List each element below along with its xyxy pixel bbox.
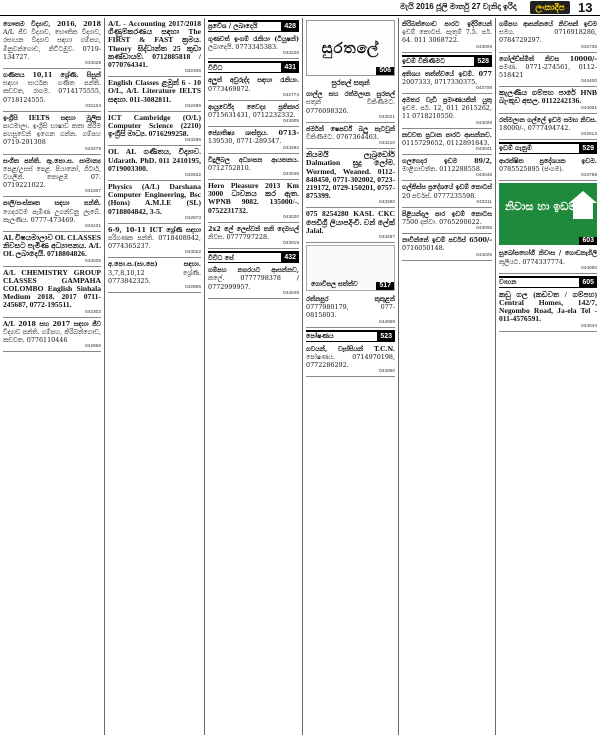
classified-ad: පාලි/සංස්කෘත සඳහා පන්ති. ගෙදරටම පැමිණ උගන්වනු ලැබේ. කැලණිය. 0777-473469. 043101 bbox=[3, 197, 101, 232]
classified-ad: ගවයන්, වැස්සියන් T.C.N. පෝෂණය. 0714970198, 0772286292. 044050 bbox=[306, 343, 395, 378]
classified-ad: කඩවත ප්‍රධාන පාරට ආසන්නව. 0115729652, 0112891843. 043041 bbox=[402, 129, 492, 155]
section-header-428: ප්‍රවේශ / ලබාදෙයි 428 bbox=[208, 20, 299, 32]
classified-ad: නාවින්නේ ඉඩම් පර්චස් 6500/- 0716050148. 044025 bbox=[402, 234, 492, 260]
issue-date: මැයි 2016 ජූලි මාර්තු 27 වැනිදා ඉරිදා bbox=[400, 2, 517, 11]
pets-banner-title: සුරතලේ bbox=[321, 38, 380, 57]
classified-ad: ICT Cambridge (O/L) Computer Science (2210) ඉංග්‍රීසි මාධ්‍ය. 0716299258. 043286 bbox=[108, 112, 201, 147]
classified-ad: සුඛෝපභෝගී නිවාස / ගොඩනැගිලි කුලියට. 0774337774. 044060 bbox=[499, 247, 597, 273]
classified-ad: ජර්මන් ෂෙපර්ඩ් බලු පැටවුන් විකිණීමට. 0767364463. 043210 bbox=[306, 123, 395, 149]
classified-ad: 6-9, 10-11 ICT ශ්‍රේණි සඳහා පරිගණක පන්ති. 0718408942, 0774365237. 043022 bbox=[108, 224, 201, 259]
classified-ad: ජ්‍යොතිෂ්‍ය ශාස්ත්‍රය. 0713-139530, 0771-289347. 043282 bbox=[208, 127, 299, 153]
classified-ad: A/L CHEMISTRY GROUP CLASSES GAMPAHA COLOMBO English Sinhala Medium 2018. 2017 0711-245687, 0772-195511. 043303 bbox=[3, 267, 101, 318]
section-header-431: විවිධ 431 bbox=[208, 61, 299, 73]
classified-ad: ආයුර්වේද වෛද්‍ය ප්‍රතිකාර 0715631431, 0712232332. 043005 bbox=[208, 101, 299, 127]
housing-banner: නිවාස හා ඉඩම් 603 bbox=[499, 183, 597, 245]
classified-ad: OL AL ගණිතය, විද්‍යාව. Udarath. PhD. 011 2410195, 0719003300. 042632 bbox=[108, 146, 201, 181]
classified-ad: AL විෂයමාලාව OL CLASSES නිවසට පැමිණ අධ්‍යාපනය. A/L OL ලබාදෙයි. 0718804826. 043026 bbox=[3, 232, 101, 267]
section-header-529: ඉඩම් ගැනුම් 529 bbox=[499, 142, 597, 154]
livestock-picture: ගොවිපල සත්ත්ව 517 bbox=[306, 245, 395, 291]
classified-ad: ගුණවත් ඉංගම් රැකියා (ටියුෂන්) ලබාදෙයි. 0773345383. 043226 bbox=[208, 33, 299, 59]
classified-ad: රත්නපුර කුකුළන් 0777980179, 077-0815803. 044059 bbox=[306, 293, 395, 328]
classified-ad: ගම්පහ නගරයට ආසන්නව, කලේ. 0777798378 / 0772999957. 044049 bbox=[208, 264, 299, 299]
classified-ad: Physics (A/L) Darshana Computer Engineering, Bsc (Hons) A.M.I.E (SL) 0718804842, 3-5. 042973 bbox=[108, 181, 201, 224]
section-header-432: විවිධ සේ 432 bbox=[208, 251, 299, 263]
classified-ad: ගාල්ල සහ රත්මලාන සුරතල් සතුන් විකිණීමට. 0776098326. 043021 bbox=[306, 88, 395, 123]
column-4 bbox=[302, 18, 398, 735]
pets-banner: සුරතලේ 506 bbox=[306, 20, 395, 76]
newspaper-logo: ලංකාදීප bbox=[530, 1, 570, 14]
page-number: 13 bbox=[578, 0, 593, 15]
classified-ad: ගම්පහ ආසන්නයේ නිවසක් ඉඩම සමග. 0716918286, 0784729297. 042735 bbox=[499, 18, 597, 53]
classified-ad: 075 8254280 KASL CKC පෙඩිග්‍රී ලියාපදිංචි. වන් ලේක් Jalal. 043297 bbox=[306, 208, 395, 243]
classified-ad: English Classes ළමුන් 6 - 10 O/L, A/L Literature IELTS සඳහා. 011-3082811. 042286 bbox=[108, 77, 201, 112]
section-header-605: වාහන 605 bbox=[499, 276, 597, 288]
classified-ad: කිරිබත්ගොඩ පාරට ඉදිරියෙන් ඉඩම් කොටස්. පැතුම් 7.5. පර්. 64. 011 3068722. 043009 bbox=[402, 18, 492, 53]
classified-ad: ගණිතය 10,11 ශ්‍රේණි. සිසුන් සඳහා සාර්ථක ගණිත පන්ති. කඩවත, රාගම. 0714175555, 0718124555. 031104 bbox=[3, 69, 101, 112]
classified-ad: 2x2 ලේ ලෙස්වන් තනි දෙමහල් නිවස. 0777797228. 043019 bbox=[208, 223, 299, 249]
classified-ad: ගෝල්ඩ්ස්මිත් නිවස 10000/- පමණ. 0771-274561, 0112-518421 044400 bbox=[499, 53, 597, 88]
column-1 bbox=[0, 18, 104, 735]
housing-banner-title: නිවාස හා ඉඩම් bbox=[505, 200, 577, 214]
classified-ad: සංගීත පන්ති. ඇ.පො.ස. සාමාන්‍ය පෙළ/උසස් පෙළ. පියානෝ, ගිටාර්, වයලීන්. කොළඹ 07. 0719221022. 041807 bbox=[3, 155, 101, 198]
classified-ad: කැලණිය ගම්පහ පාරේ HNB බැංකුව අසල. 0112242136. 044001 bbox=[499, 87, 597, 113]
page-header bbox=[0, 0, 600, 16]
classified-ad: A/L - Accounting 2017/2018 ගිණුම්කරණය සඳහා The FIRST & FAST ක්‍රමය. Theory සිද්ධාන්ත 25 කුඩා කණ්ඩායම්. 0712885818 / 0770764341. 032406 bbox=[108, 18, 201, 77]
classified-ad: ගෞතම විද්‍යාව, 2016, 2018 A/L ජීව විද්‍යාව, භෞතික විද්‍යාව, රසායන විද්‍යාව සඳහා ගම්පහ, මිනුවන්ගොඩ, නිට්ටඹුව. 0719-134727. 043029 bbox=[3, 18, 101, 69]
section-header-528: ඉඩම් විකිණීමට 528 bbox=[402, 55, 492, 67]
classified-ad: කඩු ගල (කඩවත / ගම්පහ) Central Homes, 142/7, Negombo Road, Ja-ela Tel - 011-4576591. 044044 bbox=[499, 289, 597, 332]
classified-ad: අතිශය තත්ත්වයේ ඉඩම්. 077 2007333, 0717330375. 043708 bbox=[402, 68, 492, 94]
classified-ad: ආරක්ෂිත ප්‍රදේශයක ඉඩම. 0785525895 (ජංගම). 043788 bbox=[499, 155, 597, 181]
column-5 bbox=[398, 18, 495, 735]
classified-ad: අ.පො.ස.(සා.පෙ) සඳහා. 3,7,8,10,12 ශ්‍රේණි. 0773842325. 042965 bbox=[108, 258, 201, 293]
classified-ad: ඉංග්‍රීසි IELTS සඳහා මූලික පාඨමාලා. ඉංග්‍රීසි භාෂාව කතා කිරීම පහසුවෙන් ඉගෙන ගන්න. ගම්පහ 0719-291308 043279 bbox=[3, 112, 101, 155]
classified-ad: ගල්කිස්ස ප්‍රදේශයේ ඉඩම් කොටස් 20 පර්චස්. 0777235598. 043211 bbox=[402, 181, 492, 207]
classified-ad: නියමයි ලැබ්‍රඩෝර් Dalmation සුදු ලෝම. Wormed, Weaned. 0112-848450, 0771-302002, 0723-219172, 0729-150201, 0757-875399. 043290 bbox=[306, 149, 395, 208]
classified-ad: Hero Pleasure 2013 Km 3000 ධාවනය කර ඇත. WPNB 9082. 135000/-. 0752231732. 043020 bbox=[208, 180, 299, 223]
classified-ad: විදුලිබල අධ්‍යාපන ආයතනය. 0712752810. 043046 bbox=[208, 154, 299, 180]
column-6 bbox=[495, 18, 600, 735]
classified-ad: අමතර වැඩි ප්‍රමාණයකින් යුතු ඉඩම. පර්. 12, 011 2615262, 11 0718210550. 043028 bbox=[402, 94, 492, 129]
classified-ad: පිළියන්දල පාර ඉඩම් කොටස 7500 දක්වා. 0765290622. 043008 bbox=[402, 208, 492, 234]
column-2 bbox=[104, 18, 204, 735]
classified-ad: අලුත් අවුරුද්ද සඳහා රැකියා. 0773469872. 042774 bbox=[208, 74, 299, 100]
classified-ad: ගලගෙදර ඉඩම 89/2, මාළිගාවත්ත. 0112288558. 043045 bbox=[402, 155, 492, 181]
column-3 bbox=[204, 18, 302, 735]
section-header-523: පෝෂණය 523 bbox=[306, 330, 395, 342]
classified-ad: රත්මලාන ගල්ලේ ඉඩම සමඟ නිවස. 18000/-, 0777494742. 042813 bbox=[499, 114, 597, 140]
section-subhead: සුරතල් සතුන් bbox=[331, 79, 370, 87]
classified-ad: A/L 2018 සහ 2017 සඳහා ජීව විද්‍යාව පන්ති. ගම්පහ, කිරිබත්ගොඩ, කඩවත. 0776110446 042966 bbox=[3, 318, 101, 353]
